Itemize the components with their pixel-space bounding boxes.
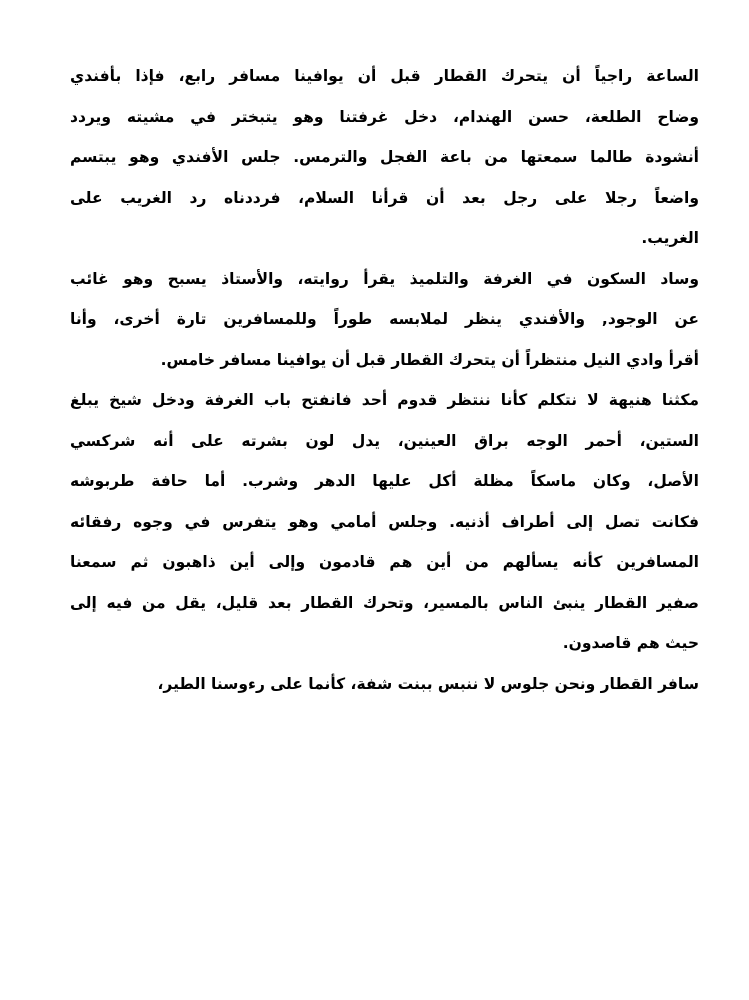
text-line: الستين، أحمر الوجه براق العينين، يدل لون بشرته على أنه شركسي (70, 431, 699, 450)
text-line: صفير القطار ينبئ الناس بالمسير، وتحرك القطار بعد قليل، يقل من فيه إلى (70, 593, 699, 612)
text-line: وساد السكون في الغرفة والتلميذ يقرأ روايته، والأستاذ يسبح وهو غائب (70, 269, 699, 288)
text-line: سافر القطار ونحن جلوس لا ننبس ببنت شفة، كأنما على رءوسنا الطير، (157, 674, 699, 693)
text-line: الساعة راجياً أن يتحرك القطار قبل أن يوافينا مسافر رابع، فإذا بأفندي (70, 67, 699, 85)
paragraph-end-line: الغريب. (641, 229, 699, 247)
text-line: أنشودة طالما سمعتها من باعة الفجل والترمس. جلس الأفندي وهو يبتسم (70, 148, 699, 166)
paragraph-end-line: أقرأ وادي النيل منتظراً أن يتحرك القطار قبل أن يوافينا مسافر خامس. (160, 350, 699, 369)
text-line: مكثنا هنيهة لا نتكلم كأنا ننتظر قدوم أحد فانفتح باب الغرفة ودخل شيخ يبلغ (70, 391, 699, 409)
text-line: فكانت تصل إلى أطراف أذنيه. وجلس أمامي وهو يتفرس في وجوه رفقائه (70, 512, 699, 531)
document-body (70, 58, 699, 706)
text-line: واضعاً رجلا على رجل بعد أن قرأنا السلام، فرددناه رد الغريب على (70, 188, 699, 207)
paragraph-end-line: حيث هم قاصدون. (562, 634, 699, 652)
text-line: الأصل، وكان ماسكاً مظلة أكل عليها الدهر وشرب. أما حافة طربوشه (70, 472, 699, 490)
text-line: المسافرين كأنه يسألهم من أين هم قادمون وإلى أين ذاهبون ثم سمعنا (70, 553, 699, 571)
text-line: عن الوجود, والأفندي ينظر لملابسه طوراً وللمسافرين تارة أخرى، وأنا (70, 310, 699, 328)
text-line: وضاح الطلعة، حسن الهندام، دخل غرفتنا وهو يتبختر في مشيته ويردد (70, 107, 699, 126)
